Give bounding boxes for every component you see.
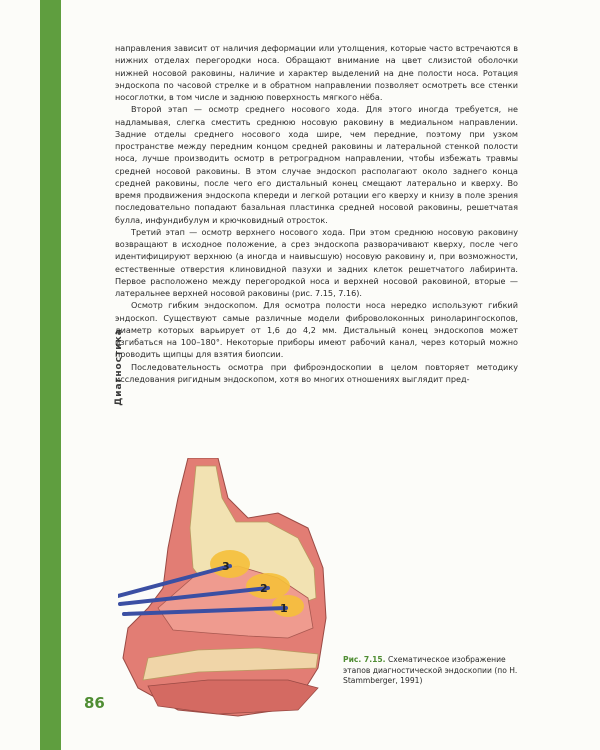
- figure-label: Рис. 7.15.: [343, 655, 386, 664]
- marker-2: 2: [260, 582, 268, 595]
- region-1-highlight: [272, 595, 304, 617]
- anatomy-illustration: [118, 458, 336, 718]
- paragraph: Осмотр гибким эндоскопом. Для осмотра полости носа нередко используют гибкий эндоскоп. Существуют самые различные модели фиброволоконных риноларингоскопов, диаметр которых варьирует от 1,6 до 4,2 мм. Дистальный конец эндоскопов может изгибаться на 100–180°. Некоторые приборы имеют рабочий канал, через который можно проводить щипцы для взятия биопсии.: [115, 300, 518, 360]
- paragraph: Третий этап — осмотр верхнего носового хода. При этом среднюю носовую раковину возвращают в исходное положение, а срез эндоскопа разворачивают кверху, после чего идентифицируют верхнюю (а иногда и наивысшую) носовую раковину и, при возможности, естественные отверстия клиновидной пазухи и задних клеток решетчатого лабиринта. Первое расположено между перегородкой носа и верхней носовой раковиной, вторые — латеральнее верхней носовой раковины (рис. 7.15, 7.16).: [115, 226, 518, 298]
- body-text: [115, 42, 518, 385]
- paragraph: направления зависит от наличия деформации или утолщения, которые часто встречаются в нижних отделах перегородки носа. Обращают внимание на цвет слизистой оболочки нижней носовой раковины, наличие и характер выделений на дне полости носа. Ротация эндоскопа по часовой стрелке и в обратном направлении позволяет осмотреть все стенки носоглотки, в том числе и заднюю поверхность мягкого нёба.: [115, 43, 518, 102]
- marker-1: 1: [280, 602, 288, 615]
- marker-3: 3: [222, 560, 230, 573]
- oral-cavity: [148, 680, 318, 714]
- green-side-bar: [40, 0, 61, 750]
- nasal-endoscopy-figure: [118, 458, 336, 718]
- paragraph: Второй этап — осмотр среднего носового хода. Для этого иногда требуется, не надламывая, слегка сместить среднюю носовую раковину в медиальном направлении. Задние отделы среднего носового хода шире, чем передние, поэтому при узком пространстве между передним концом средней раковины и латеральной стенкой полости носа, лучше производить осмотр в ретроградном направлении, чтобы избежать травмы средней носовой раковины. В этом случае эндоскоп располагают около заднего конца средней раковины, после чего его дистальный конец смещают латерально и кверху. Во время продвижения эндоскопа кпереди и легкой ротации его кверху и книзу в поле зрения последовательно попадают базальная пластинка средней носовой раковины, решетчатая булла, инфундибулум и крючковидный отросток.: [115, 104, 518, 225]
- caption-text: Схематическое изображение этапов диагностической эндоскопии (по H. Stammberger, 1991): [343, 655, 518, 685]
- section-label: Диагностика: [113, 328, 124, 406]
- paragraph: Последовательность осмотра при фиброэндоскопии в целом повторяет методику исследования ригидным эндоскопом, хотя во многих отношениях выглядит пред-: [115, 361, 518, 384]
- figure-caption: [343, 655, 523, 687]
- page-number: 86: [84, 694, 105, 712]
